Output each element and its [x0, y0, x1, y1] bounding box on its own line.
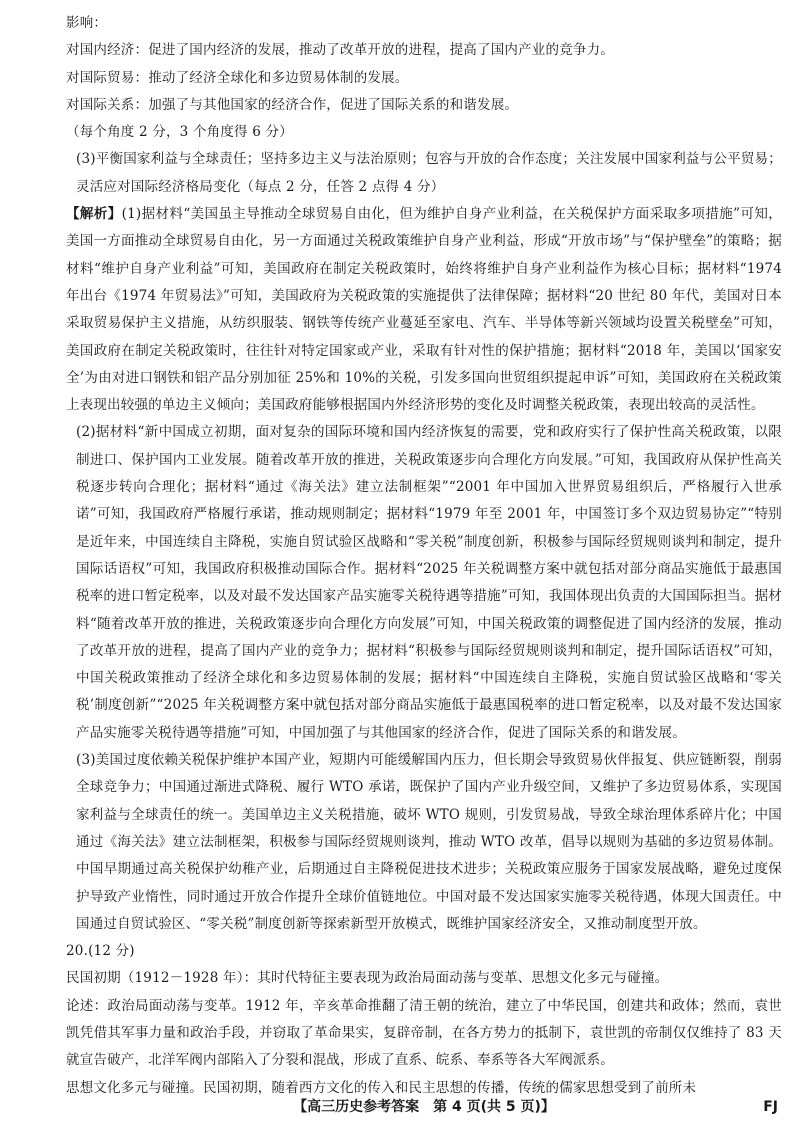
answer-part-3: (3)平衡国家利益与全球责任；坚持多边主义与法治原则；包容与开放的合作态度；关注发展中国家利益与公平贸易；灵活应对国际经济格局变化（每点 2 分，任答 2 点得 4 分） [76, 151, 782, 195]
footer-region-code: FJ [763, 1099, 778, 1115]
impact-heading: 影响： [66, 15, 108, 31]
analysis-tag: 【解析】 [66, 206, 122, 223]
analysis-part-3: (3)美国过度依赖关税保护维护本国产业，短期内可能缓解国内压力，但长期会导致贸易伙伴报复、供应链断裂，削弱全球竞争力；中国通过渐进式降税、履行 WTO 承诺，既保护了国内产业升级空间，又维护了多边贸易体系，实现国家利益与全球责任的统一。美国单边主义关税措施，破坏 WTO 规则，引发贸易战，导致全球治理体系碎片化；中国通过《海关法》建立法制框架，积极参与国际经贸规则谈判，推动 WTO 改革，倡导以规则为基础的多边贸易体制。中国早期通过高关税保护幼稚产业，后期通过自主降税促进技术进步；关税政策应服务于国家发展战略，避免过度保护导致产业惰性，同时通过开放合作提升全球价值链地位。中国对最不发达国家实施零关税待遇，体现大国责任。中国通过自贸试验区、“零关税”制度创新等探索新型开放模式，既维护国家经济安全，又推动制度型开放。 [76, 752, 782, 932]
answer-page [66, 10, 782, 1102]
argument-culture: 思想文化多元与碰撞。民国初期，随着西方文化的传入和民主思想的传播，传统的儒家思想受到了前所未 [66, 1079, 697, 1096]
analysis-part-1-text: (1)据材料“美国虽主导推动全球贸易自由化，但为维护自身产业利益，在关税保护方面采取多项措施”可知，美国一方面推动全球贸易自由化，另一方面通过关税政策维护自身产业利益，形成“开放市场”与“保护壁垒”的策略；据材料“维护自身产业利益”可知，美国政府在制定关税政策时，始终将维护自身产业利益作为核心目标；据材料“1974 年出台《1974 年贸易法》”可知，美国政府为关税政策的实施提供了法律保障；据材料“20 世纪 80 年代，美国对日本采取贸易保护主义措施，从纺织服装、钢铁等传统产业蔓延至家电、汽车、半导体等新兴领域均设置关税壁垒”可知，美国政府在制定关税政策时，往往针对特定国家或产业，采取有针对性的保护措施；据材料“2018 年，美国以‘国家安全’为由对进口钢铁和铝产品分别加征 25%和 10%的关税，引发多国向世贸组织提起申诉”可知，美国政府在关税政策上表现出较强的单边主义倾向；美国政府能够根据国内外经济形势的变化及时调整关税政策，表现出较高的灵活性。 [66, 206, 782, 414]
impact-domestic: 对国内经济：促进了国内经济的发展，推动了改革开放的进程，提高了国内产业的竞争力。 [66, 42, 614, 59]
argument-politics: 论述：政治局面动荡与变革。1912 年，辛亥革命推翻了清王朝的统治，建立了中华民国，创建共和政体；然而，袁世凯凭借其军事力量和政治手段，并窃取了革命果实，复辟帝制，在各方势力的抵制下，袁世凯的帝制仅仅维持了 83 天就宣告破产，北洋军阀内部陷入了分裂和混战，形成了直系、皖系、奉系等各大军阀派系。 [66, 997, 782, 1069]
impact-trade: 对国际贸易：推动了经济全球化和多边贸易体制的发展。 [66, 69, 409, 86]
impact-relations: 对国际关系：加强了与其他国家的经济合作，促进了国际关系的和谐发展。 [66, 96, 519, 113]
footer-page-info: 【高三历史参考答案 第 4 页(共 5 页)】 [293, 1099, 555, 1115]
analysis-part-2: (2)据材料“新中国成立初期，面对复杂的国际环境和国内经济恢复的需要，党和政府实行了保护性高关税政策，以限制进口、保护国内工业发展。随着改革开放的推进，关税政策逐步向合理化方向发展。”可知，我国政府从保护性高关税逐步转向合理化；据材料“通过《海关法》建立法制框架”“2001 年中国加入世界贸易组织后，严格履行入世承诺”可知，我国政府严格履行承诺，推动规则制定；据材料“1979 年至 2001 年，中国签订多个双边贸易协定”“特别是近年来，中国连续自主降税，实施自贸试验区战略和“零关税”制度创新，积极参与国际经贸规则谈判和制定，提升国际话语权”可知，我国政府积极推动国际合作。据材料“2025 年关税调整方案中就包括对部分商品实施低于最惠国税率的进口暂定税率，以及对最不发达国家产品实施零关税待遇等措施”可知，我国体现出负责的大国国际担当。据材料“随着改革开放的推进，关税政策逐步向合理化方向发展”可知，中国关税政策的调整促进了国内经济的发展，推动了改革开放的进程，提高了国内产业的竞争力；据材料“积极参与国际经贸规则谈判和制定，提升国际话语权”可知，中国关税政策推动了经济全球化和多边贸易体制的发展；据材料“中国连续自主降税，实施自贸试验区战略和‘零关税’制度创新”“2025 年关税调整方案中就包括对部分商品实施低于最惠国税率的进口暂定税率，以及对最不发达国家产品实施零关税待遇等措施”可知，中国加强了与其他国家的经济合作，促进了国际关系的和谐发展。 [76, 424, 782, 741]
analysis-part-1 [66, 201, 782, 419]
era-feature: 民国初期（1912－1928 年）：其时代特征主要表现为政治局面动荡与变革、思想文化多元与碰撞。 [66, 970, 669, 987]
scoring-note: （每个角度 2 分，3 个角度得 6 分） [66, 124, 293, 141]
question-20-heading: 20.(12 分) [66, 943, 135, 960]
